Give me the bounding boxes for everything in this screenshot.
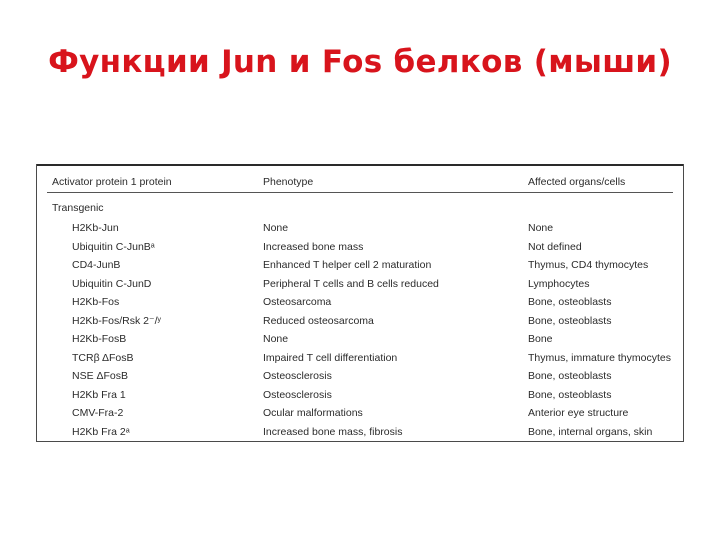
table-row-3-affected-cell: Thymus, CD4 thymocytes	[528, 259, 649, 271]
table-row-10-protein-cell: H2Kb Fra 1	[72, 388, 126, 401]
table-row-3-phenotype-cell: Enhanced T helper cell 2 maturation	[263, 259, 432, 271]
table-row-8-protein-cell: TCRβ ΔFosB	[72, 351, 134, 364]
table-row-1-affected-cell: None	[528, 222, 554, 234]
table-row-3-protein-cell: CD4-JunB	[72, 259, 121, 271]
section-label-transgenic: Transgenic	[52, 202, 104, 214]
table-row-5-affected-cell: Bone, osteoblasts	[528, 296, 612, 308]
table-row-4-phenotype-cell: Peripheral T cells and B cells reduced	[263, 277, 439, 290]
column-header-affected: Affected organs/cells	[528, 176, 626, 188]
table-top-rule	[37, 164, 683, 166]
table-row-1-phenotype-cell: None	[263, 222, 289, 234]
table-row-12-protein-cell: H2Kb Fra 2ᵃ	[72, 425, 130, 438]
column-header-protein: Activator protein 1 protein	[52, 176, 172, 188]
table-row-8-affected-cell: Thymus, immature thymocytes	[528, 351, 671, 364]
table-row-6-affected-cell: Bone, osteoblasts	[528, 314, 612, 327]
table-row-5-protein-cell: H2Kb-Fos	[72, 296, 120, 308]
table-row-4-protein-cell: Ubiquitin C-JunD	[72, 277, 152, 290]
table-row-8-phenotype-cell: Impaired T cell differentiation	[263, 351, 398, 364]
table-row-11-affected-cell: Anterior eye structure	[528, 407, 629, 419]
column-header-phenotype: Phenotype	[263, 176, 314, 188]
table-row-4-affected-cell: Lymphocytes	[528, 277, 590, 290]
table-row-9-protein-cell: NSE ΔFosB	[72, 370, 129, 382]
header-rule	[47, 192, 673, 193]
table-row-2-affected-cell: Not defined	[528, 240, 582, 253]
table-row-6-phenotype-cell: Reduced osteosarcoma	[263, 314, 374, 327]
table-row-1-protein-cell: H2Kb-Jun	[72, 222, 119, 234]
slide-title: Функции Jun и Fos белков (мыши)	[48, 44, 672, 80]
table-row-7-protein-cell: H2Kb-FosB	[72, 333, 127, 345]
table-row-10-phenotype-cell: Osteosclerosis	[263, 388, 332, 401]
table-row-11-phenotype-cell: Ocular malformations	[263, 407, 363, 419]
table-row-6-protein-cell: H2Kb-Fos/Rsk 2⁻/ʸ	[72, 314, 161, 327]
table-row-12-phenotype-cell: Increased bone mass, fibrosis	[263, 425, 403, 438]
transgenic-table	[36, 164, 684, 442]
table-row-7-affected-cell: Bone	[528, 333, 553, 345]
table-row-2-phenotype-cell: Increased bone mass	[263, 240, 364, 253]
table-row-11-protein-cell: CMV-Fra-2	[72, 407, 124, 419]
table-row-5-phenotype-cell: Osteosarcoma	[263, 296, 332, 308]
table-row-12-affected-cell: Bone, internal organs, skin	[528, 425, 653, 438]
table-row-2-protein-cell: Ubiquitin C-JunBᵃ	[72, 240, 155, 253]
table-row-7-phenotype-cell: None	[263, 333, 289, 345]
table-row-9-phenotype-cell: Osteosclerosis	[263, 370, 332, 382]
table-row-9-affected-cell: Bone, osteoblasts	[528, 370, 612, 382]
table-row-10-affected-cell: Bone, osteoblasts	[528, 388, 612, 401]
